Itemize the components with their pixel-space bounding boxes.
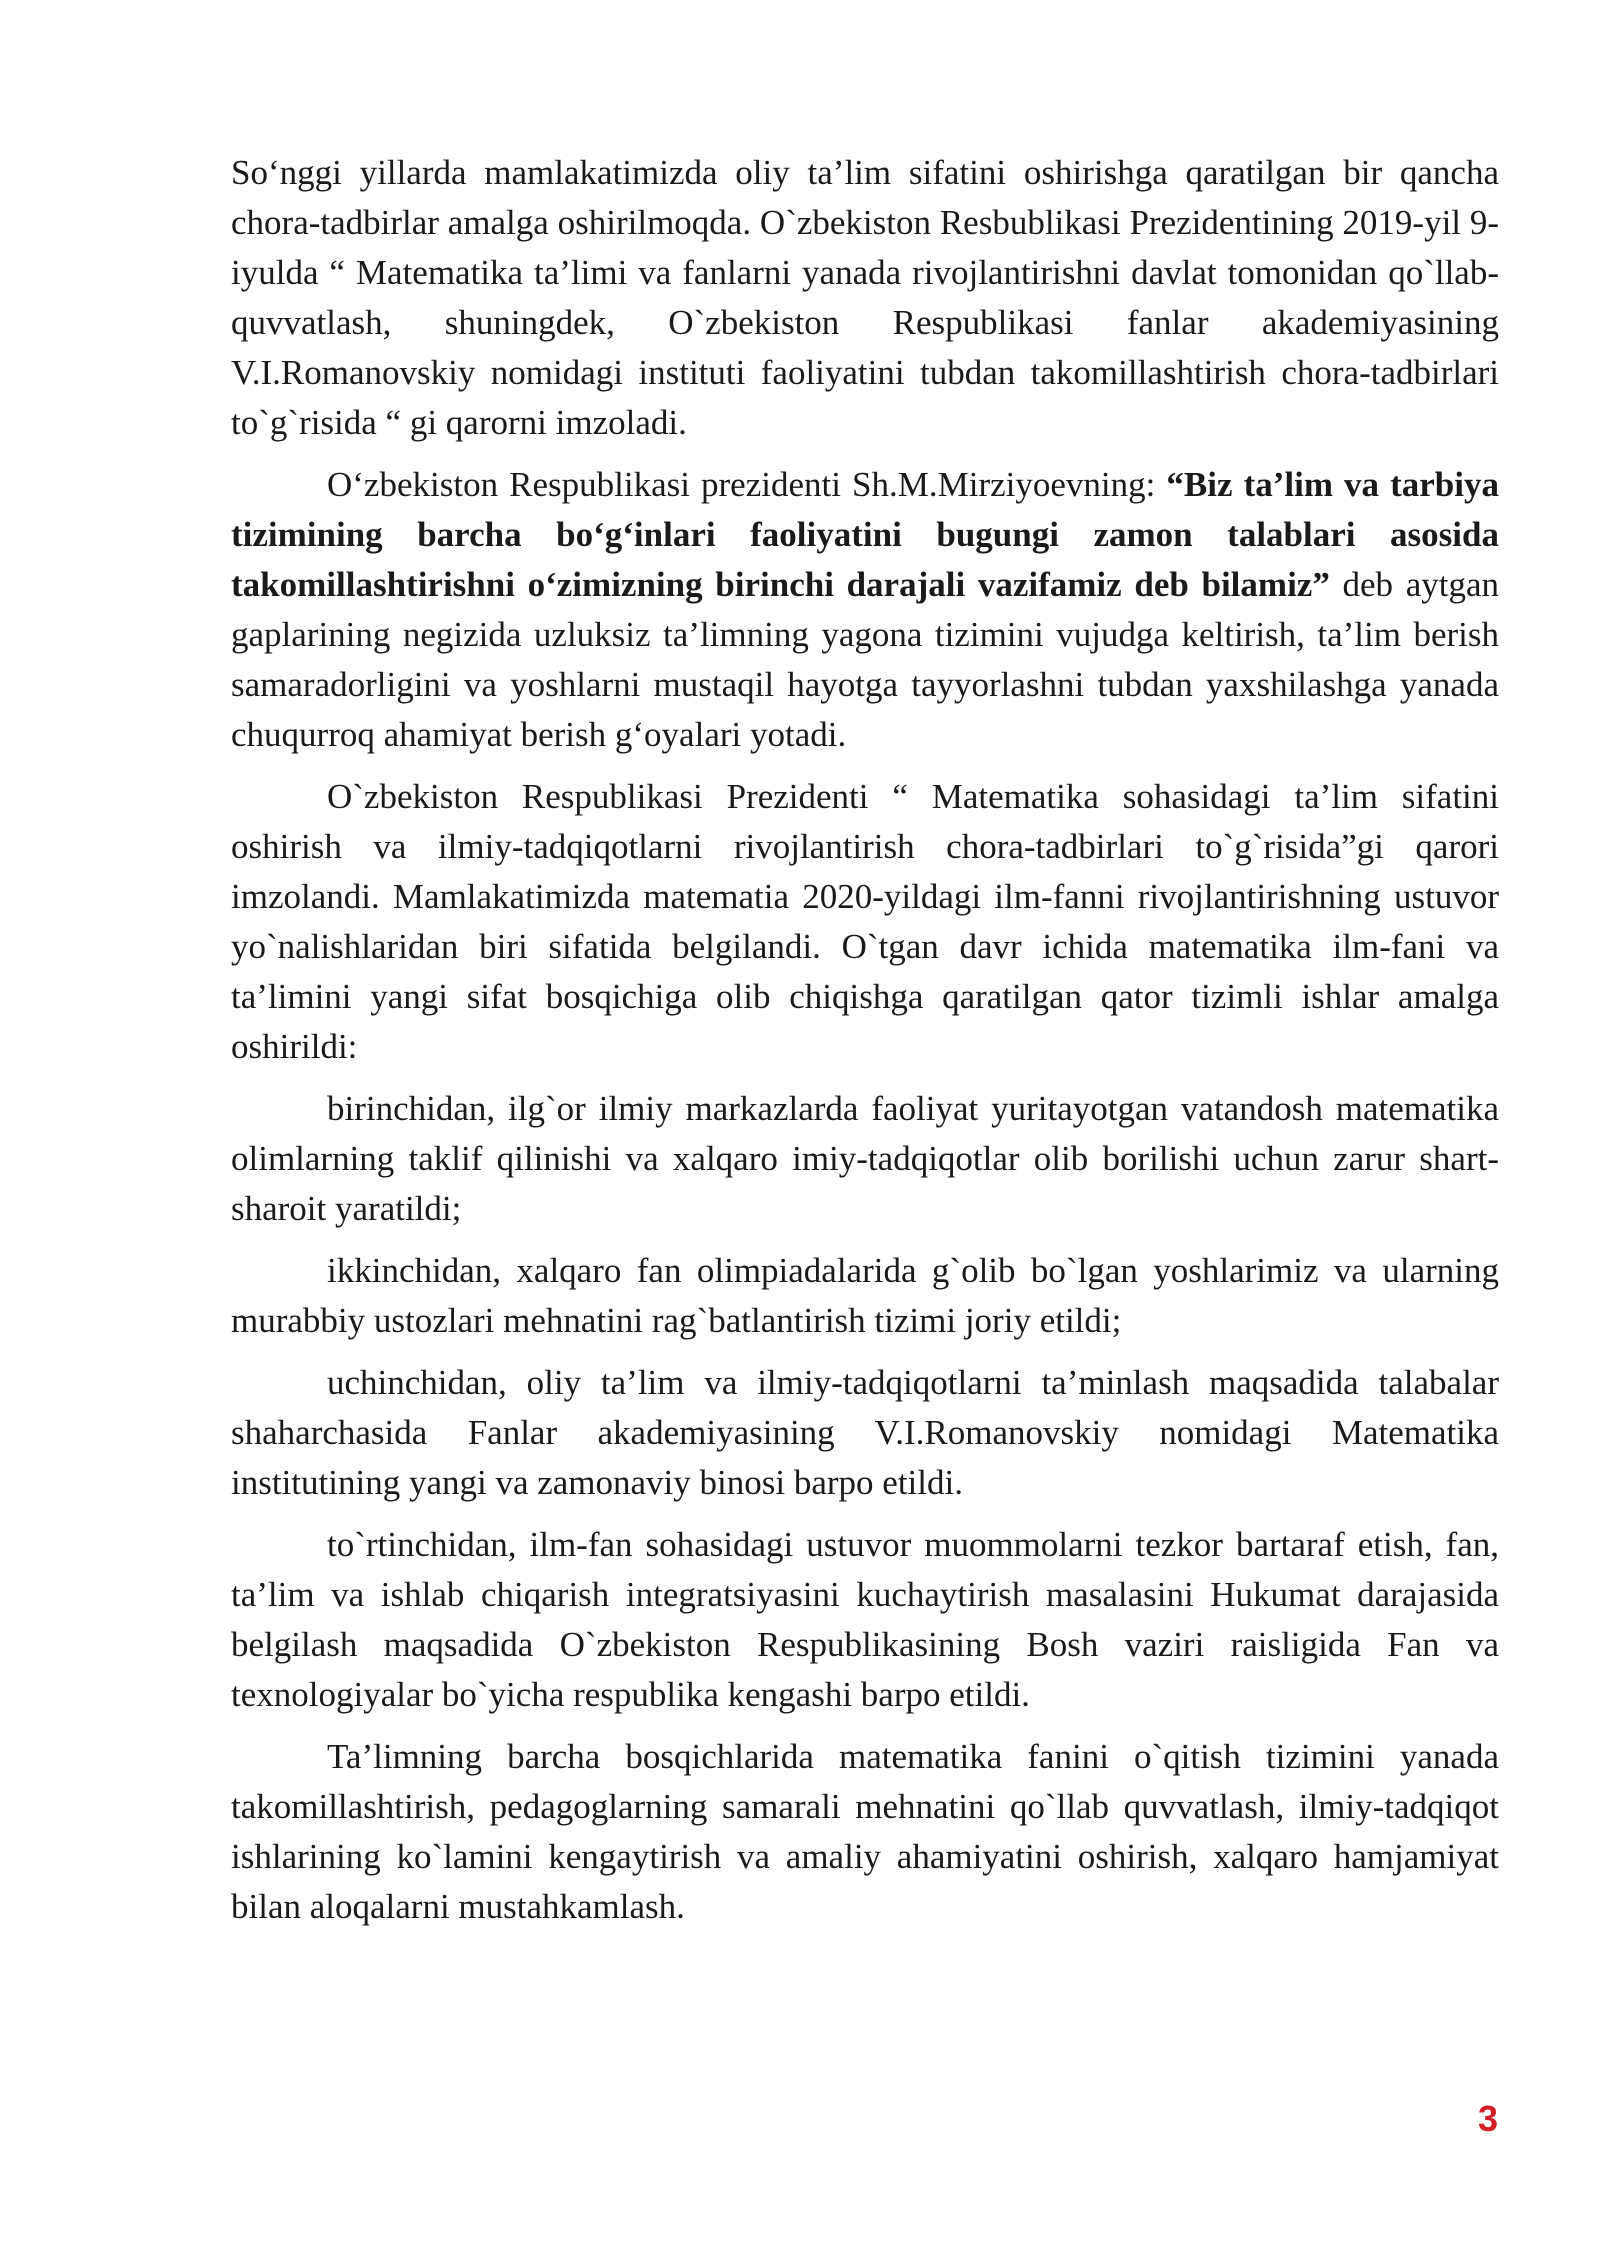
president-quote: “Biz ta’lim va tarbiya tizimining barcha bo‘g‘inlari faoliyatini bugungi zamon talablari asosida takomillashtirishni o‘zimizning birinchi darajali vazifamiz deb bilamiz” bbox=[231, 465, 1499, 604]
paragraph-resolution: O`zbekiston Respublikasi Prezidenti “ Matematika sohasidagi ta’lim sifatini oshirish va ilmiy-tadqiqotlarni rivojlantirish chora-tadbirlari to`g`risida”gi qarori imzolandi. Mamlakatimizda matematia 2020-yildagi ilm-fanni rivojlantirishning ustuvor yo`nalishlaridan biri sifatida belgilandi. O`tgan davr ichida matematika ilm-fani va ta’limini yangi sifat bosqichiga olib chiqishga qaratilgan qator tizimli ishlar amalga oshirildi: bbox=[231, 777, 1499, 1066]
paragraph-first-point: birinchidan, ilg`or ilmiy markazlarda faoliyat yuritayotgan vatandosh matematika olimlarning taklif qilinishi va xalqaro imiy-tadqiqotlar olib borilishi uchun zarur shart-sharoit yaratildi; bbox=[231, 1089, 1499, 1228]
paragraph-president-quote bbox=[231, 460, 1499, 760]
body-text bbox=[231, 148, 1499, 1944]
quote-continuation: deb aytgan gaplarining negizida uzluksiz ta’limning yagona tizimini vujudga keltirish, ta’lim berish samaradorligini va yoshlarni mustaqil hayotga tayyorlashni tubdan yaxshilashga yanada chuqurroq ahamiyat berish g‘oyalari yotadi. bbox=[231, 565, 1499, 754]
paragraph-second-point: ikkinchidan, xalqaro fan olimpiadalarida g`olib bo`lgan yoshlarimiz va ularning murabbiy ustozlari mehnatini rag`batlantirish tizimi joriy etildi; bbox=[231, 1251, 1499, 1340]
page-number: 3 bbox=[1477, 2098, 1498, 2139]
paragraph-third-point: uchinchidan, oliy ta’lim va ilmiy-tadqiqotlarni ta’minlash maqsadida talabalar shaharchasida Fanlar akademiyasining V.I.Romanovskiy nomidagi Matematika institutining yangi va zamonaviy binosi barpo etildi. bbox=[231, 1363, 1499, 1502]
paragraph-conclusion: Ta’limning barcha bosqichlarida matematika fanini o`qitish tizimini yanada takomillashtirish, pedagoglarning samarali mehnatini qo`llab quvvatlash, ilmiy-tadqiqot ishlarining ko`lamini kengaytirish va amaliy ahamiyatini oshirish, xalqaro hamjamiyat bilan aloqalarni mustahkamlash. bbox=[231, 1737, 1499, 1926]
quote-lead-in: O‘zbekiston Respublikasi prezidenti Sh.M.Mirziyoevning: bbox=[327, 465, 1167, 504]
paragraph-intro: So‘nggi yillarda mamlakatimizda oliy ta’lim sifatini oshirishga qaratilgan bir qancha chora-tadbirlar amalga oshirilmoqda. O`zbekiston Resbublikasi Prezidentining 2019-yil 9-iyulda “ Matematika ta’limi va fanlarni yanada rivojlantirishni davlat tomonidan qo`llab-quvvatlash, shuningdek, O`zbekiston Respublikasi fanlar akademiyasining V.I.Romanovskiy nomidagi instituti faoliyatini tubdan takomillashtirish chora-tadbirlari to`g`risida “ gi qarorni imzoladi. bbox=[231, 153, 1499, 442]
paragraph-fourth-point: to`rtinchidan, ilm-fan sohasidagi ustuvor muommolarni tezkor bartaraf etish, fan, ta’lim va ishlab chiqarish integratsiyasini kuchaytirish masalasini Hukumat darajasida belgilash maqsadida O`zbekiston Respublikasining Bosh vaziri raisligida Fan va texnologiyalar bo`yicha respublika kengashi barpo etildi. bbox=[231, 1525, 1499, 1714]
